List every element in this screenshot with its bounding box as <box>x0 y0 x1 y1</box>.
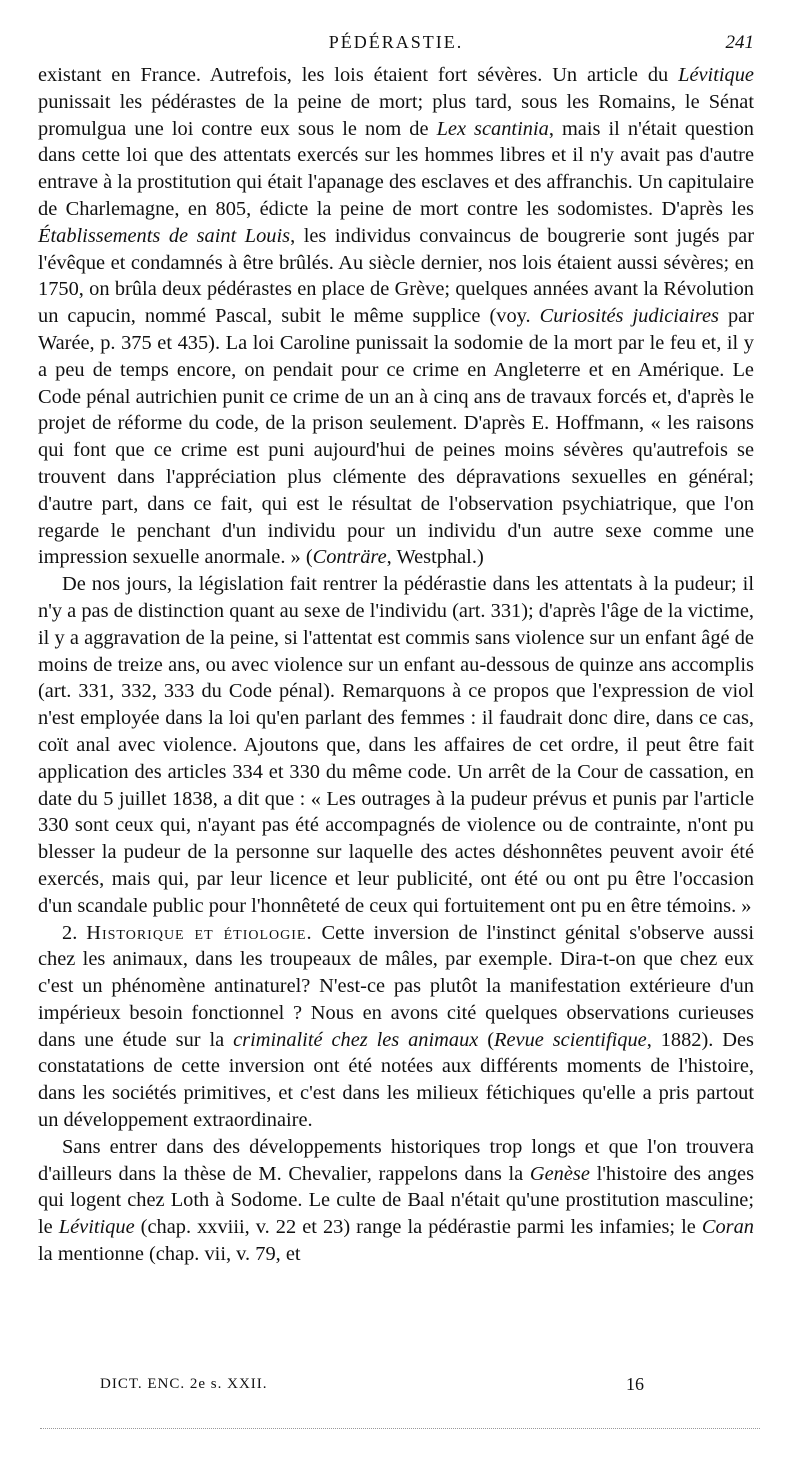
text-run: De nos jours, la législation fait rentrer la pédérastie dans les attentats à la pudeur; il n'y a pas de distinction quant au sexe de l'individu (art. 331); d'après l'âge de la victime, il y a aggravation de la peine, si l'attentat est commis sans violence sur un enfant âgé de moins de treize ans, ou avec violence sur un enfant au-dessous de quinze ans accomplis (art. 331, 332, 333 du Code pénal). Remarquons à ce propos que l'expression de viol n'est employée dans la loi qu'en parlant des femmes : il faudrait donc dire, dans ce cas, coït anal avec violence. Ajoutons que, dans les affaires de cet ordre, il peut être fait application des articles 334 et 330 du même code. Un arrêt de la Cour de cassation, en date du 5 juillet 1838, a dit que : « Les outrages à la pudeur prévus et punis par l'article 330 sont ceux qui, n'ayant pas été accompagnés de violence ou de contrainte, n'ont pu blesser la pudeur de la personne sur laquelle des actes déshonnêtes peuvent avoir été exercés, mais qui, par leur licence et leur publicité, ont été ou ont pu être l'occasion d'un scandale public pour l'honnêteté de ceux qui fortuitement ont pu en être témoins. » <box>38 573 754 917</box>
printer-signature: DICT. ENC. 2e s. XXII. <box>100 1376 268 1392</box>
italic-text: Curiosités judiciaires <box>539 305 719 328</box>
page-footer <box>100 1376 740 1400</box>
running-title: PÉDÉRASTIE. <box>328 32 464 52</box>
italic-text: Coran <box>701 1216 754 1239</box>
text-run: l'histoire des anges qui logent chez Loth à Sodome. Le culte de Baal n'était qu'une prostitution masculine; le <box>38 1162 755 1239</box>
text-run: , les individus convaincus de bougrerie sont jugés par l'évêque et condamnés à être brûlés. Au siècle dernier, nos lois étaient aussi sévères; en 1750, on brûla deux pédérastes en place de Grève; quelques années avant la Révolution un capucin, nommé Pascal, subit le même supplice (voy. <box>38 224 754 328</box>
text-run: ( <box>478 1028 495 1051</box>
text-run: , 1882). Des constatations de cette inversion ont été notées aux différents moments de l'histoire, dans les sociétés primitives, et c'est dans les milieux fétichiques qu'elle a pris partout un développement extraordinaire. <box>38 1028 754 1132</box>
italic-text: Revue scientifique <box>494 1028 647 1051</box>
text-run: par Warée, p. 375 et 435). La loi Caroline punissait la sodomie de la mort par le feu et, il y a peu de temps encore, on pendait pour ce crime en Angleterre et en Amérique. Le Code pénal autrichien punit ce crime de un an à cinq ans de travaux forcés et, d'après le projet de réforme du code, de la prison seulement. D'après E. Hoffmann, « les raisons qui font que ce crime est puni aujourd'hui de peines moins sévères qu'autrefois se trouvent dans l'appréciation plus clémente des dépravations sexuelles en général; d'autre part, dans ce fait, qui est le résultat de l'observation psychiatrique, que l'on regarde le penchant d'un individu pour un individu d'un autre sexe comme une impression sexuelle anormale. » ( <box>38 305 754 569</box>
text-run: , mais il n'était question dans cette loi que des attentats exercés sur les hommes libres et il n'y avait pas d'autre entrave à la prostitution qui était l'apanage des esclaves et des affranchis. Un capitulaire de Charlemagne, en 805, édicte la peine de mort contre les sodomistes. D'après les <box>38 117 754 220</box>
paragraph <box>38 920 754 1134</box>
section-heading: Historique et étiologie. <box>86 921 313 944</box>
text-run: , Westphal.) <box>386 546 484 569</box>
text-run: Sans entrer dans des développements historiques trop longs et que l'on trouvera d'ailleurs dans la thèse de M. Chevalier, rappelons dans la <box>38 1135 754 1185</box>
page-number: 241 <box>725 32 754 53</box>
paragraph <box>38 1134 754 1268</box>
text-run: la mentionne (chap. vii, v. 79, et <box>38 1243 301 1266</box>
italic-text: Genèse <box>529 1162 590 1185</box>
paragraph <box>38 571 754 919</box>
italic-text: criminalité chez les animaux <box>233 1028 479 1051</box>
body-text <box>38 62 754 1268</box>
bottom-rule <box>40 1428 760 1429</box>
italic-text: Lévitique <box>58 1216 135 1239</box>
text-run: Cette inversion de l'instinct génital s'observe aussi chez les animaux, dans les troupeaux de mâles, par exemple. Dira-t-on que chez eux c'est un phénomène antinaturel? N'est-ce pas plutôt la manifestation extérieure d'un impérieux besoin fonctionnel ? Nous en avons cité quelques observations curieuses dans une étude sur la <box>38 921 755 1051</box>
text-run: 2. <box>62 921 87 944</box>
sheet-number: 16 <box>626 1374 644 1394</box>
text-run: existant en France. Autrefois, les lois étaient fort sévères. Un article du <box>38 64 679 86</box>
italic-text: Établissements de saint Louis <box>38 224 291 247</box>
italic-text: Conträre <box>312 546 387 569</box>
paragraph <box>38 62 754 571</box>
italic-text: Lex scantinia <box>436 117 549 140</box>
italic-text: Lévitique <box>678 64 754 86</box>
page-header <box>38 32 754 60</box>
text-run: (chap. xxviii, v. 22 et 23) range la pédérastie parmi les infamies; le <box>134 1216 702 1239</box>
text-run: punissait les pédérastes de la peine de mort; plus tard, sous les Romains, le Sénat promulgua une loi contre eux sous le nom de <box>38 90 754 140</box>
